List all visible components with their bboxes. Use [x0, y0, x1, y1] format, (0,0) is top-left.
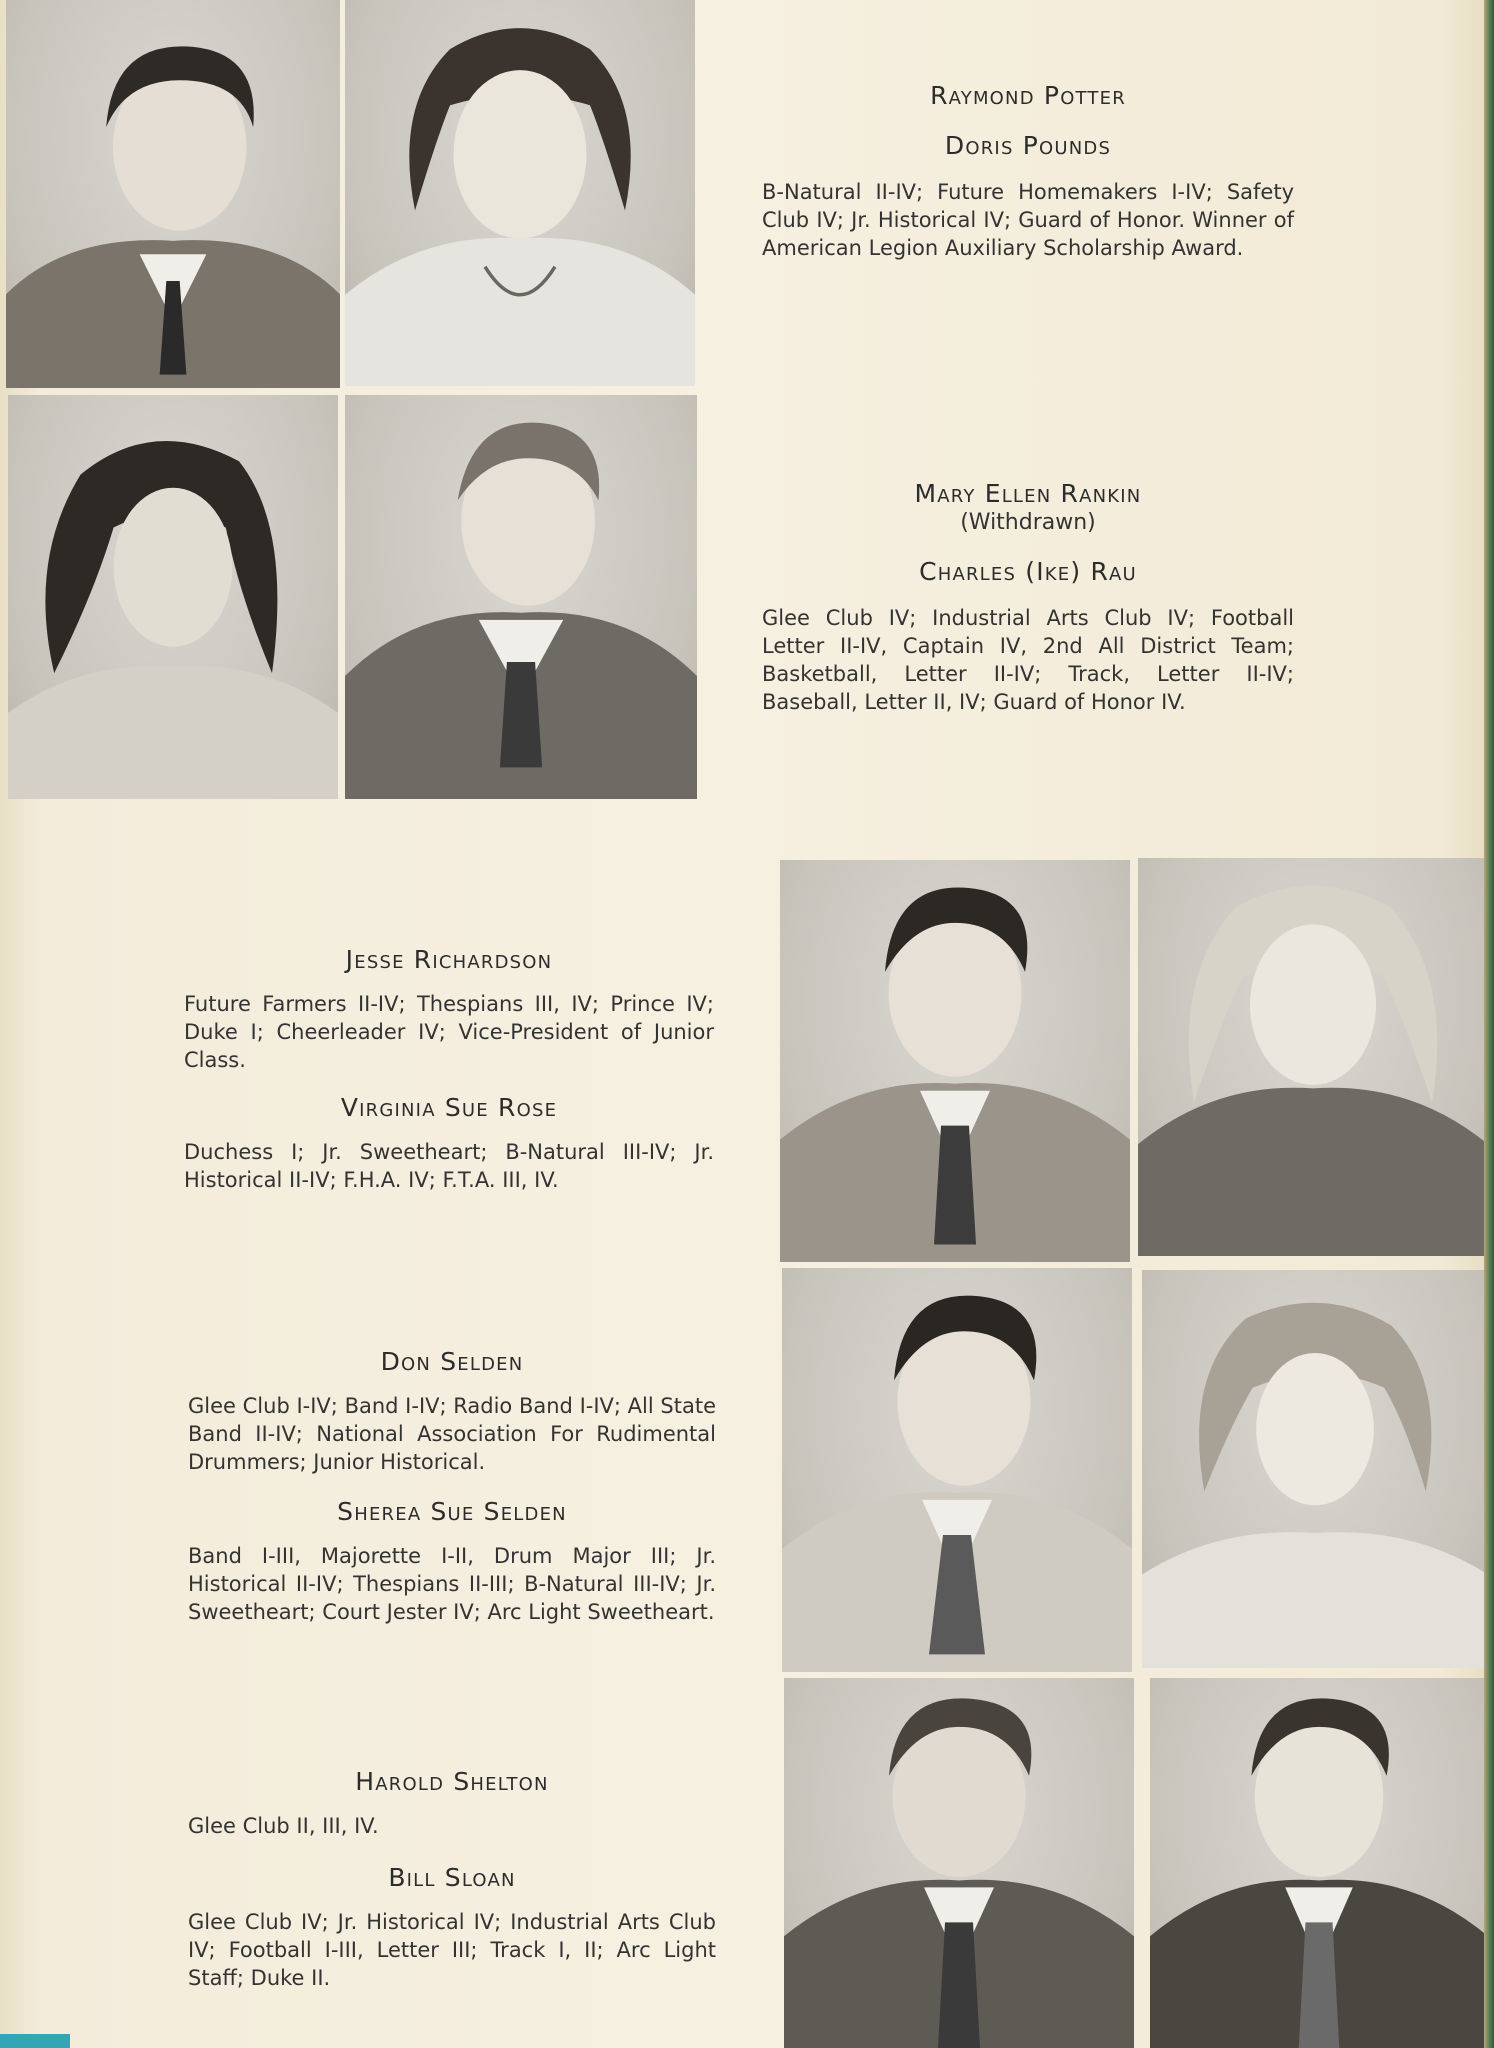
- portrait-harold-shelton: [784, 1678, 1134, 2048]
- entry-harold-shelton: [188, 1766, 716, 1840]
- portrait-image: [784, 1678, 1134, 2048]
- portrait-image: [1138, 858, 1488, 1256]
- entry-charles-ike-rau: [762, 556, 1294, 716]
- student-activities: Glee Club I-IV; Band I-IV; Radio Band I-IV; All State Band II-IV; National Association For Rudimental Drummers; Junior Historical.: [188, 1394, 716, 1474]
- student-name: Virginia Sue Rose: [340, 1093, 558, 1122]
- portrait-don-selden: [782, 1268, 1132, 1672]
- entry-sherea-sue-selden: [188, 1496, 716, 1626]
- portrait-raymond-potter: [6, 0, 340, 388]
- portrait-virginia-sue-rose: [1138, 858, 1488, 1256]
- student-name: Doris Pounds: [944, 131, 1112, 160]
- entry-doris-pounds: [762, 130, 1294, 262]
- student-note: (Withdrawn): [960, 510, 1096, 535]
- student-activities: B-Natural II-IV; Future Homemakers I-IV; Safety Club IV; Jr. Historical IV; Guard of Honor. Winner of American Legion Auxiliary Scholarship Award.: [762, 180, 1294, 260]
- student-activities: Duchess I; Jr. Sweetheart; B-Natural III-IV; Jr. Historical II-IV; F.H.A. IV; F.T.A. III, IV.: [184, 1140, 714, 1192]
- entry-jesse-richardson: [184, 944, 714, 1074]
- portrait-image: [8, 395, 338, 799]
- student-name: Bill Sloan: [388, 1863, 516, 1892]
- student-name: Charles (Ike) Rau: [919, 557, 1137, 586]
- portrait-image: [782, 1268, 1132, 1672]
- student-name: Sherea Sue Selden: [337, 1497, 567, 1526]
- portrait-sherea-sue-selden: [1142, 1270, 1488, 1668]
- student-activities: Glee Club IV; Jr. Historical IV; Industrial Arts Club IV; Football I-III, Letter III; Track I, II; Arc Light Staff; Duke II.: [188, 1910, 716, 1990]
- corner-tab: [0, 2034, 70, 2048]
- student-name: Mary Ellen Rankin: [914, 479, 1142, 508]
- binding-edge: [1484, 0, 1494, 2048]
- student-activities: Band I-III, Majorette I-II, Drum Major III; Jr. Historical II-IV; Thespians II-III; B-Natural III-IV; Jr. Sweetheart; Court Jester IV; Arc Light Sweetheart.: [188, 1544, 716, 1624]
- portrait-image: [345, 395, 697, 799]
- entry-don-selden: [188, 1346, 716, 1476]
- portrait-image: [1142, 1270, 1488, 1668]
- student-name: Don Selden: [380, 1347, 524, 1376]
- entry-bill-sloan: [188, 1862, 716, 1992]
- portrait-image: [1150, 1678, 1488, 2048]
- portrait-jesse-richardson: [780, 860, 1130, 1262]
- student-activities: Future Farmers II-IV; Thespians III, IV; Prince IV; Duke I; Cheerleader IV; Vice-President of Junior Class.: [184, 992, 714, 1072]
- student-activities: Glee Club II, III, IV.: [188, 1814, 379, 1838]
- student-name: Harold Shelton: [355, 1767, 549, 1796]
- portrait-image: [780, 860, 1130, 1262]
- student-name: Raymond Potter: [930, 81, 1126, 110]
- entry-mary-ellen-rankin: [762, 478, 1294, 536]
- portrait-doris-pounds: [345, 0, 695, 386]
- entry-virginia-sue-rose: [184, 1092, 714, 1194]
- student-name: Jesse Richardson: [345, 945, 553, 974]
- portrait-image: [6, 0, 340, 388]
- portrait-image: [345, 0, 695, 386]
- student-activities: Glee Club IV; Industrial Arts Club IV; Football Letter II-IV, Captain IV, 2nd All District Team; Basketball, Letter II-IV; Track, Letter II-IV; Baseball, Letter II, IV; Guard of Honor IV.: [762, 606, 1294, 714]
- entry-raymond-potter: [762, 80, 1294, 112]
- portrait-charles-ike-rau: [345, 395, 697, 799]
- portrait-bill-sloan: [1150, 1678, 1488, 2048]
- portrait-mary-ellen-rankin: [8, 395, 338, 799]
